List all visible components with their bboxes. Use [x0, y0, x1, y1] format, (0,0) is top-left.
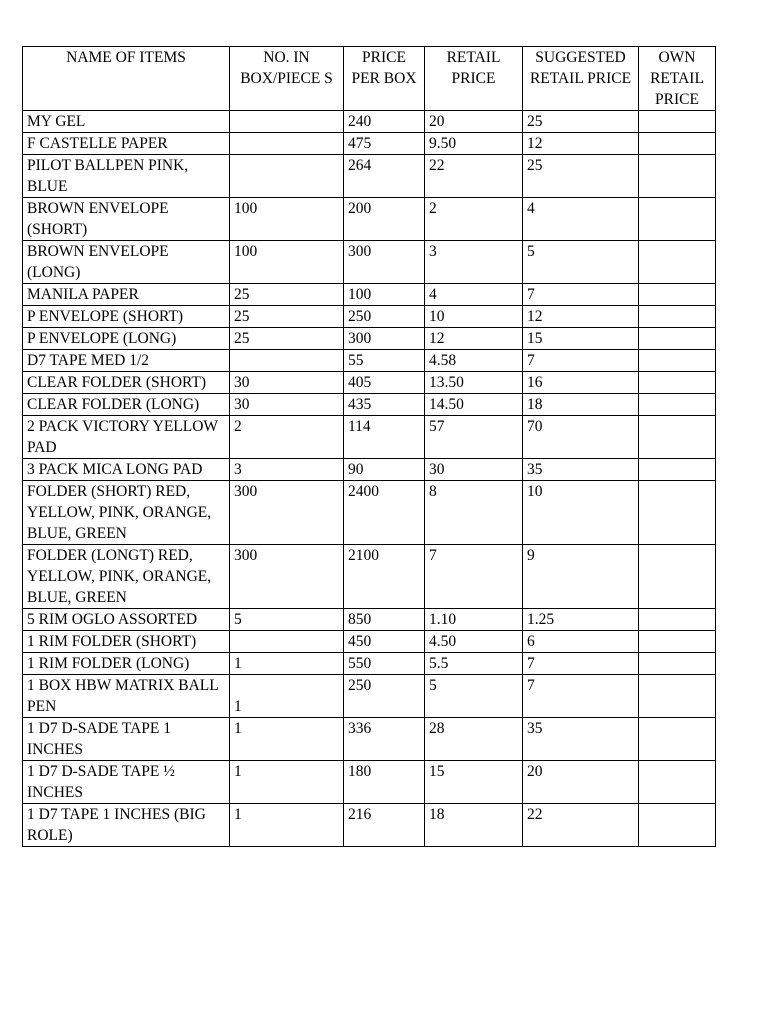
cell-suggested-retail-price: 7	[523, 350, 639, 372]
cell-own-retail-price	[639, 675, 716, 718]
cell-suggested-retail-price: 25	[523, 111, 639, 133]
cell-suggested-retail-price: 7	[523, 284, 639, 306]
table-row	[23, 761, 716, 804]
cell-no-in-box	[230, 155, 344, 198]
table-row	[23, 133, 716, 155]
cell-item-name: MANILA PAPER	[23, 284, 230, 306]
cell-own-retail-price	[639, 198, 716, 241]
cell-own-retail-price	[639, 804, 716, 847]
cell-item-name: 1 D7 D-SADE TAPE 1 INCHES	[23, 718, 230, 761]
cell-suggested-retail-price: 5	[523, 241, 639, 284]
cell-own-retail-price	[639, 133, 716, 155]
table-row	[23, 609, 716, 631]
cell-item-name: P ENVELOPE (LONG)	[23, 328, 230, 350]
table-row	[23, 328, 716, 350]
cell-suggested-retail-price: 12	[523, 306, 639, 328]
cell-retail-price: 4.58	[425, 350, 523, 372]
table-row	[23, 111, 716, 133]
cell-own-retail-price	[639, 761, 716, 804]
cell-price-per-box: 100	[344, 284, 425, 306]
cell-price-per-box: 55	[344, 350, 425, 372]
cell-suggested-retail-price: 20	[523, 761, 639, 804]
table-row	[23, 198, 716, 241]
header-own-retail-price: OWN RETAIL PRICE	[639, 47, 716, 111]
cell-suggested-retail-price: 10	[523, 481, 639, 545]
cell-suggested-retail-price: 25	[523, 155, 639, 198]
table-row	[23, 545, 716, 609]
cell-item-name: BROWN ENVELOPE (LONG)	[23, 241, 230, 284]
cell-own-retail-price	[639, 481, 716, 545]
cell-price-per-box: 550	[344, 653, 425, 675]
cell-retail-price: 9.50	[425, 133, 523, 155]
table-row	[23, 416, 716, 459]
cell-price-per-box: 240	[344, 111, 425, 133]
cell-item-name: 1 D7 TAPE 1 INCHES (BIG ROLE)	[23, 804, 230, 847]
cell-own-retail-price	[639, 545, 716, 609]
cell-no-in-box: 2	[230, 416, 344, 459]
cell-no-in-box: 30	[230, 394, 344, 416]
cell-own-retail-price	[639, 653, 716, 675]
table-body	[23, 111, 716, 847]
table-row	[23, 804, 716, 847]
header-name-of-items: NAME OF ITEMS	[23, 47, 230, 111]
cell-suggested-retail-price: 22	[523, 804, 639, 847]
cell-price-per-box: 450	[344, 631, 425, 653]
cell-price-per-box: 216	[344, 804, 425, 847]
table-header	[23, 47, 716, 111]
cell-own-retail-price	[639, 328, 716, 350]
cell-retail-price: 2	[425, 198, 523, 241]
cell-own-retail-price	[639, 394, 716, 416]
cell-item-name: FOLDER (SHORT) RED, YELLOW, PINK, ORANGE, BLUE, GREEN	[23, 481, 230, 545]
cell-price-per-box: 850	[344, 609, 425, 631]
cell-own-retail-price	[639, 111, 716, 133]
cell-price-per-box: 264	[344, 155, 425, 198]
cell-suggested-retail-price: 6	[523, 631, 639, 653]
table-row	[23, 372, 716, 394]
cell-no-in-box: 300	[230, 545, 344, 609]
cell-no-in-box: 25	[230, 328, 344, 350]
cell-retail-price: 10	[425, 306, 523, 328]
cell-retail-price: 30	[425, 459, 523, 481]
cell-retail-price: 12	[425, 328, 523, 350]
cell-no-in-box: 5	[230, 609, 344, 631]
cell-own-retail-price	[639, 631, 716, 653]
cell-no-in-box: 1	[230, 761, 344, 804]
cell-price-per-box: 405	[344, 372, 425, 394]
table-row	[23, 350, 716, 372]
table-row	[23, 306, 716, 328]
table-row	[23, 631, 716, 653]
cell-no-in-box: 100	[230, 241, 344, 284]
cell-item-name: PILOT BALLPEN PINK, BLUE	[23, 155, 230, 198]
cell-price-per-box: 300	[344, 328, 425, 350]
table-row	[23, 653, 716, 675]
cell-retail-price: 5	[425, 675, 523, 718]
cell-item-name: 3 PACK MICA LONG PAD	[23, 459, 230, 481]
cell-price-per-box: 90	[344, 459, 425, 481]
cell-no-in-box: 1	[230, 718, 344, 761]
cell-no-in-box	[230, 350, 344, 372]
cell-suggested-retail-price: 15	[523, 328, 639, 350]
table-row	[23, 459, 716, 481]
table-row	[23, 481, 716, 545]
cell-price-per-box: 2100	[344, 545, 425, 609]
cell-no-in-box: 25	[230, 306, 344, 328]
cell-no-in-box: 1	[230, 804, 344, 847]
cell-price-per-box: 250	[344, 306, 425, 328]
cell-price-per-box: 336	[344, 718, 425, 761]
cell-no-in-box	[230, 133, 344, 155]
cell-item-name: CLEAR FOLDER (SHORT)	[23, 372, 230, 394]
cell-suggested-retail-price: 7	[523, 675, 639, 718]
cell-suggested-retail-price: 70	[523, 416, 639, 459]
table-row	[23, 675, 716, 718]
cell-suggested-retail-price: 18	[523, 394, 639, 416]
cell-retail-price: 15	[425, 761, 523, 804]
cell-no-in-box: 1	[230, 675, 344, 718]
cell-suggested-retail-price: 9	[523, 545, 639, 609]
cell-item-name: BROWN ENVELOPE (SHORT)	[23, 198, 230, 241]
cell-no-in-box: 300	[230, 481, 344, 545]
cell-no-in-box: 100	[230, 198, 344, 241]
cell-no-in-box: 3	[230, 459, 344, 481]
header-retail-price: RETAIL PRICE	[425, 47, 523, 111]
table-row	[23, 241, 716, 284]
cell-own-retail-price	[639, 459, 716, 481]
cell-item-name: 1 RIM FOLDER (LONG)	[23, 653, 230, 675]
table-row	[23, 718, 716, 761]
cell-suggested-retail-price: 1.25	[523, 609, 639, 631]
cell-item-name: MY GEL	[23, 111, 230, 133]
cell-suggested-retail-price: 35	[523, 718, 639, 761]
cell-own-retail-price	[639, 609, 716, 631]
cell-retail-price: 8	[425, 481, 523, 545]
cell-own-retail-price	[639, 241, 716, 284]
cell-retail-price: 4.50	[425, 631, 523, 653]
cell-price-per-box: 475	[344, 133, 425, 155]
cell-retail-price: 5.5	[425, 653, 523, 675]
cell-own-retail-price	[639, 416, 716, 459]
cell-retail-price: 13.50	[425, 372, 523, 394]
cell-price-per-box: 250	[344, 675, 425, 718]
cell-item-name: 2 PACK VICTORY YELLOW PAD	[23, 416, 230, 459]
cell-price-per-box: 300	[344, 241, 425, 284]
cell-item-name: D7 TAPE MED 1/2	[23, 350, 230, 372]
table-row	[23, 394, 716, 416]
cell-item-name: 1 RIM FOLDER (SHORT)	[23, 631, 230, 653]
cell-price-per-box: 2400	[344, 481, 425, 545]
cell-retail-price: 22	[425, 155, 523, 198]
cell-retail-price: 1.10	[425, 609, 523, 631]
cell-retail-price: 57	[425, 416, 523, 459]
table-row	[23, 155, 716, 198]
cell-item-name: 1 D7 D-SADE TAPE ½ INCHES	[23, 761, 230, 804]
cell-retail-price: 28	[425, 718, 523, 761]
header-price-per-box: PRICE PER BOX	[344, 47, 425, 111]
cell-item-name: P ENVELOPE (SHORT)	[23, 306, 230, 328]
cell-suggested-retail-price: 4	[523, 198, 639, 241]
cell-own-retail-price	[639, 350, 716, 372]
header-suggested-retail-price: SUGGESTED RETAIL PRICE	[523, 47, 639, 111]
cell-no-in-box: 1	[230, 653, 344, 675]
table-row	[23, 284, 716, 306]
cell-retail-price: 20	[425, 111, 523, 133]
cell-own-retail-price	[639, 718, 716, 761]
cell-own-retail-price	[639, 155, 716, 198]
cell-no-in-box	[230, 111, 344, 133]
cell-retail-price: 7	[425, 545, 523, 609]
cell-suggested-retail-price: 7	[523, 653, 639, 675]
cell-price-per-box: 200	[344, 198, 425, 241]
cell-retail-price: 3	[425, 241, 523, 284]
price-table	[22, 46, 716, 847]
cell-suggested-retail-price: 35	[523, 459, 639, 481]
cell-own-retail-price	[639, 284, 716, 306]
cell-suggested-retail-price: 16	[523, 372, 639, 394]
cell-price-per-box: 435	[344, 394, 425, 416]
header-no-in-box: NO. IN BOX/PIECE S	[230, 47, 344, 111]
cell-own-retail-price	[639, 372, 716, 394]
cell-no-in-box: 25	[230, 284, 344, 306]
header-row	[23, 47, 716, 111]
cell-retail-price: 4	[425, 284, 523, 306]
cell-price-per-box: 180	[344, 761, 425, 804]
cell-item-name: F CASTELLE PAPER	[23, 133, 230, 155]
cell-own-retail-price	[639, 306, 716, 328]
cell-price-per-box: 114	[344, 416, 425, 459]
cell-retail-price: 18	[425, 804, 523, 847]
cell-retail-price: 14.50	[425, 394, 523, 416]
cell-no-in-box: 30	[230, 372, 344, 394]
cell-item-name: 5 RIM OGLO ASSORTED	[23, 609, 230, 631]
cell-item-name: 1 BOX HBW MATRIX BALL PEN	[23, 675, 230, 718]
cell-item-name: FOLDER (LONGT) RED, YELLOW, PINK, ORANGE, BLUE, GREEN	[23, 545, 230, 609]
cell-item-name: CLEAR FOLDER (LONG)	[23, 394, 230, 416]
cell-no-in-box	[230, 631, 344, 653]
cell-suggested-retail-price: 12	[523, 133, 639, 155]
